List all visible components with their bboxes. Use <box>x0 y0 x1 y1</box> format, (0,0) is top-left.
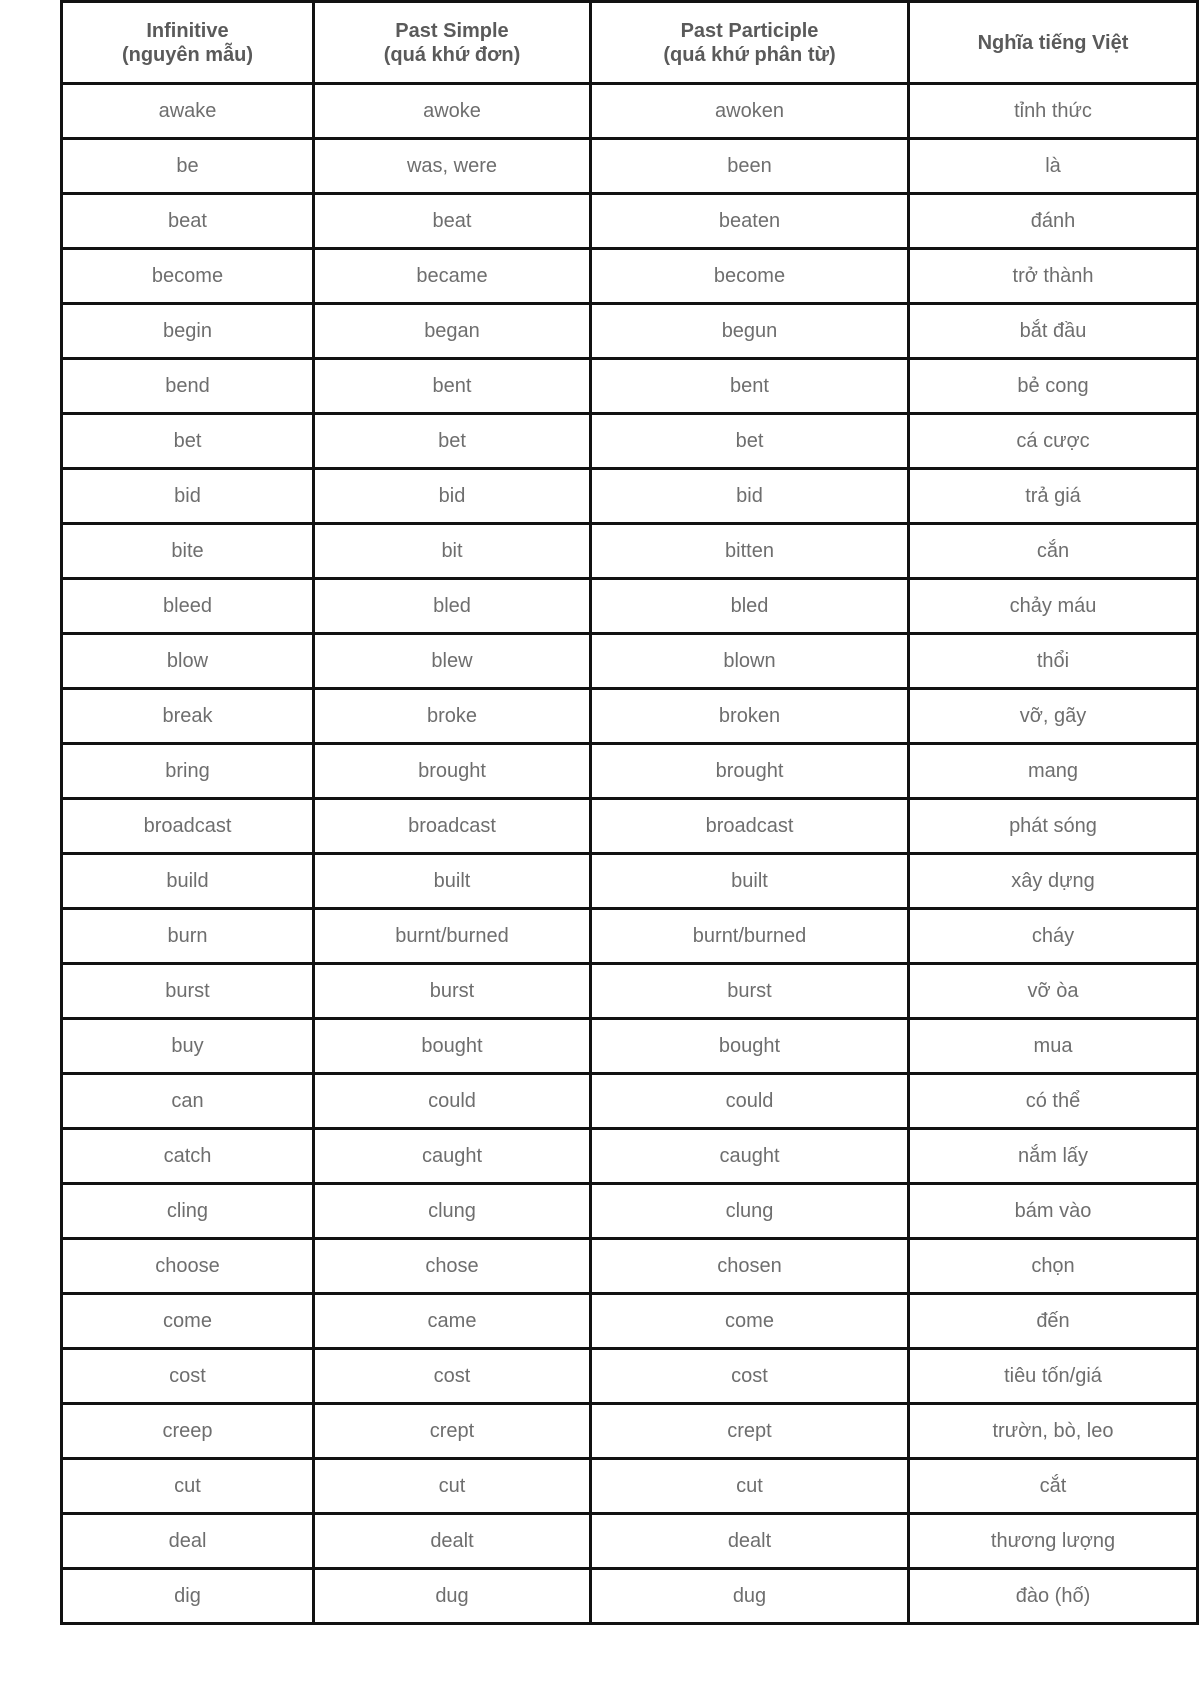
cell-past-simple: broadcast <box>314 799 591 854</box>
cell-past-simple: caught <box>314 1129 591 1184</box>
table-row <box>62 1239 1198 1294</box>
header-infinitive-label: Infinitive <box>146 19 229 42</box>
cell-infinitive: dig <box>62 1569 314 1624</box>
cell-infinitive: can <box>62 1074 314 1129</box>
header-past-simple <box>314 2 591 84</box>
cell-infinitive: bend <box>62 359 314 414</box>
cell-infinitive: be <box>62 139 314 194</box>
cell-vietnamese-meaning: bẻ cong <box>909 359 1198 414</box>
cell-past-participle: bent <box>591 359 909 414</box>
cell-infinitive: burst <box>62 964 314 1019</box>
cell-past-participle: come <box>591 1294 909 1349</box>
cell-vietnamese-meaning: vỡ, gãy <box>909 689 1198 744</box>
header-past-participle <box>591 2 909 84</box>
table-row <box>62 1349 1198 1404</box>
cell-past-simple: chose <box>314 1239 591 1294</box>
cell-vietnamese-meaning: chảy máu <box>909 579 1198 634</box>
table-row <box>62 964 1198 1019</box>
cell-infinitive: begin <box>62 304 314 359</box>
table-row <box>62 84 1198 139</box>
cell-infinitive: cost <box>62 1349 314 1404</box>
cell-past-participle: awoken <box>591 84 909 139</box>
cell-past-participle: burst <box>591 964 909 1019</box>
cell-past-simple: cut <box>314 1459 591 1514</box>
cell-infinitive: build <box>62 854 314 909</box>
cell-past-simple: bet <box>314 414 591 469</box>
cell-past-participle: broadcast <box>591 799 909 854</box>
cell-infinitive: break <box>62 689 314 744</box>
cell-vietnamese-meaning: cắt <box>909 1459 1198 1514</box>
table-row <box>62 1019 1198 1074</box>
cell-past-simple: built <box>314 854 591 909</box>
table-row <box>62 579 1198 634</box>
table-row <box>62 1514 1198 1569</box>
cell-past-participle: blown <box>591 634 909 689</box>
cell-infinitive: creep <box>62 1404 314 1459</box>
cell-vietnamese-meaning: trở thành <box>909 249 1198 304</box>
cell-vietnamese-meaning: vỡ òa <box>909 964 1198 1019</box>
cell-past-participle: bought <box>591 1019 909 1074</box>
cell-vietnamese-meaning: tỉnh thức <box>909 84 1198 139</box>
cell-past-simple: beat <box>314 194 591 249</box>
cell-vietnamese-meaning: bắt đầu <box>909 304 1198 359</box>
header-infinitive-sublabel: (nguyên mẫu) <box>121 43 254 66</box>
cell-infinitive: bite <box>62 524 314 579</box>
cell-past-participle: bitten <box>591 524 909 579</box>
irregular-verbs-table <box>60 0 1199 1625</box>
header-infinitive <box>62 2 314 84</box>
cell-infinitive: catch <box>62 1129 314 1184</box>
cell-infinitive: awake <box>62 84 314 139</box>
table-row <box>62 1184 1198 1239</box>
table-row <box>62 1459 1198 1514</box>
cell-past-simple: could <box>314 1074 591 1129</box>
cell-past-participle: built <box>591 854 909 909</box>
table-row <box>62 469 1198 524</box>
cell-vietnamese-meaning: đánh <box>909 194 1198 249</box>
table-row <box>62 414 1198 469</box>
cell-infinitive: bet <box>62 414 314 469</box>
cell-past-participle: dealt <box>591 1514 909 1569</box>
cell-past-participle: begun <box>591 304 909 359</box>
cell-vietnamese-meaning: phát sóng <box>909 799 1198 854</box>
cell-past-simple: bought <box>314 1019 591 1074</box>
cell-past-simple: became <box>314 249 591 304</box>
cell-past-participle: clung <box>591 1184 909 1239</box>
cell-past-participle: cut <box>591 1459 909 1514</box>
table-row <box>62 1404 1198 1459</box>
cell-past-participle: been <box>591 139 909 194</box>
cell-past-simple: was, were <box>314 139 591 194</box>
cell-past-simple: brought <box>314 744 591 799</box>
cell-past-participle: bid <box>591 469 909 524</box>
cell-past-simple: burst <box>314 964 591 1019</box>
cell-past-simple: came <box>314 1294 591 1349</box>
header-vietnamese-meaning <box>909 2 1198 84</box>
cell-past-participle: could <box>591 1074 909 1129</box>
table-header <box>62 2 1198 84</box>
cell-past-participle: dug <box>591 1569 909 1624</box>
cell-infinitive: come <box>62 1294 314 1349</box>
header-vietnamese-meaning-label: Nghĩa tiếng Việt <box>977 31 1129 54</box>
header-past-simple-label: Past Simple <box>395 19 509 42</box>
cell-past-participle: crept <box>591 1404 909 1459</box>
cell-vietnamese-meaning: mang <box>909 744 1198 799</box>
table-row <box>62 359 1198 414</box>
cell-infinitive: become <box>62 249 314 304</box>
header-past-participle-sublabel: (quá khứ phân từ) <box>663 43 836 66</box>
cell-past-simple: crept <box>314 1404 591 1459</box>
cell-infinitive: cling <box>62 1184 314 1239</box>
cell-vietnamese-meaning: cắn <box>909 524 1198 579</box>
cell-past-simple: dealt <box>314 1514 591 1569</box>
cell-past-participle: beaten <box>591 194 909 249</box>
cell-infinitive: bid <box>62 469 314 524</box>
cell-infinitive: deal <box>62 1514 314 1569</box>
table-row <box>62 1129 1198 1184</box>
table-row <box>62 249 1198 304</box>
cell-infinitive: burn <box>62 909 314 964</box>
cell-vietnamese-meaning: chọn <box>909 1239 1198 1294</box>
cell-past-participle: become <box>591 249 909 304</box>
cell-vietnamese-meaning: thương lượng <box>909 1514 1198 1569</box>
table-row <box>62 634 1198 689</box>
cell-vietnamese-meaning: xây dựng <box>909 854 1198 909</box>
cell-infinitive: cut <box>62 1459 314 1514</box>
table-row <box>62 139 1198 194</box>
header-row <box>62 2 1198 84</box>
cell-vietnamese-meaning: nắm lấy <box>909 1129 1198 1184</box>
table-row <box>62 744 1198 799</box>
table-row <box>62 909 1198 964</box>
cell-past-simple: began <box>314 304 591 359</box>
cell-past-simple: awoke <box>314 84 591 139</box>
cell-vietnamese-meaning: tiêu tốn/giá <box>909 1349 1198 1404</box>
cell-past-participle: bled <box>591 579 909 634</box>
cell-past-simple: bit <box>314 524 591 579</box>
cell-vietnamese-meaning: có thể <box>909 1074 1198 1129</box>
cell-past-participle: brought <box>591 744 909 799</box>
table-body <box>62 84 1198 1624</box>
table-row <box>62 854 1198 909</box>
table-row <box>62 1569 1198 1624</box>
cell-vietnamese-meaning: đến <box>909 1294 1198 1349</box>
cell-past-participle: cost <box>591 1349 909 1404</box>
cell-infinitive: broadcast <box>62 799 314 854</box>
cell-past-simple: cost <box>314 1349 591 1404</box>
cell-past-simple: burnt/burned <box>314 909 591 964</box>
cell-past-simple: clung <box>314 1184 591 1239</box>
table-row <box>62 304 1198 359</box>
cell-vietnamese-meaning: đào (hố) <box>909 1569 1198 1624</box>
cell-vietnamese-meaning: trườn, bò, leo <box>909 1404 1198 1459</box>
table-row <box>62 1294 1198 1349</box>
cell-past-simple: broke <box>314 689 591 744</box>
cell-past-simple: bled <box>314 579 591 634</box>
table-row <box>62 1074 1198 1129</box>
cell-past-simple: dug <box>314 1569 591 1624</box>
table-row <box>62 689 1198 744</box>
cell-infinitive: bring <box>62 744 314 799</box>
cell-past-participle: broken <box>591 689 909 744</box>
cell-infinitive: beat <box>62 194 314 249</box>
header-past-participle-label: Past Participle <box>680 19 819 42</box>
cell-vietnamese-meaning: bám vào <box>909 1184 1198 1239</box>
cell-past-simple: bent <box>314 359 591 414</box>
cell-infinitive: buy <box>62 1019 314 1074</box>
cell-infinitive: choose <box>62 1239 314 1294</box>
cell-past-simple: bid <box>314 469 591 524</box>
header-past-simple-sublabel: (quá khứ đơn) <box>383 43 521 66</box>
table-row <box>62 194 1198 249</box>
cell-vietnamese-meaning: mua <box>909 1019 1198 1074</box>
cell-vietnamese-meaning: cháy <box>909 909 1198 964</box>
table-row <box>62 799 1198 854</box>
cell-vietnamese-meaning: là <box>909 139 1198 194</box>
cell-past-participle: burnt/burned <box>591 909 909 964</box>
cell-past-participle: caught <box>591 1129 909 1184</box>
cell-infinitive: bleed <box>62 579 314 634</box>
cell-infinitive: blow <box>62 634 314 689</box>
cell-past-participle: bet <box>591 414 909 469</box>
cell-past-simple: blew <box>314 634 591 689</box>
table-row <box>62 524 1198 579</box>
cell-vietnamese-meaning: cá cược <box>909 414 1198 469</box>
cell-past-participle: chosen <box>591 1239 909 1294</box>
cell-vietnamese-meaning: trả giá <box>909 469 1198 524</box>
cell-vietnamese-meaning: thổi <box>909 634 1198 689</box>
